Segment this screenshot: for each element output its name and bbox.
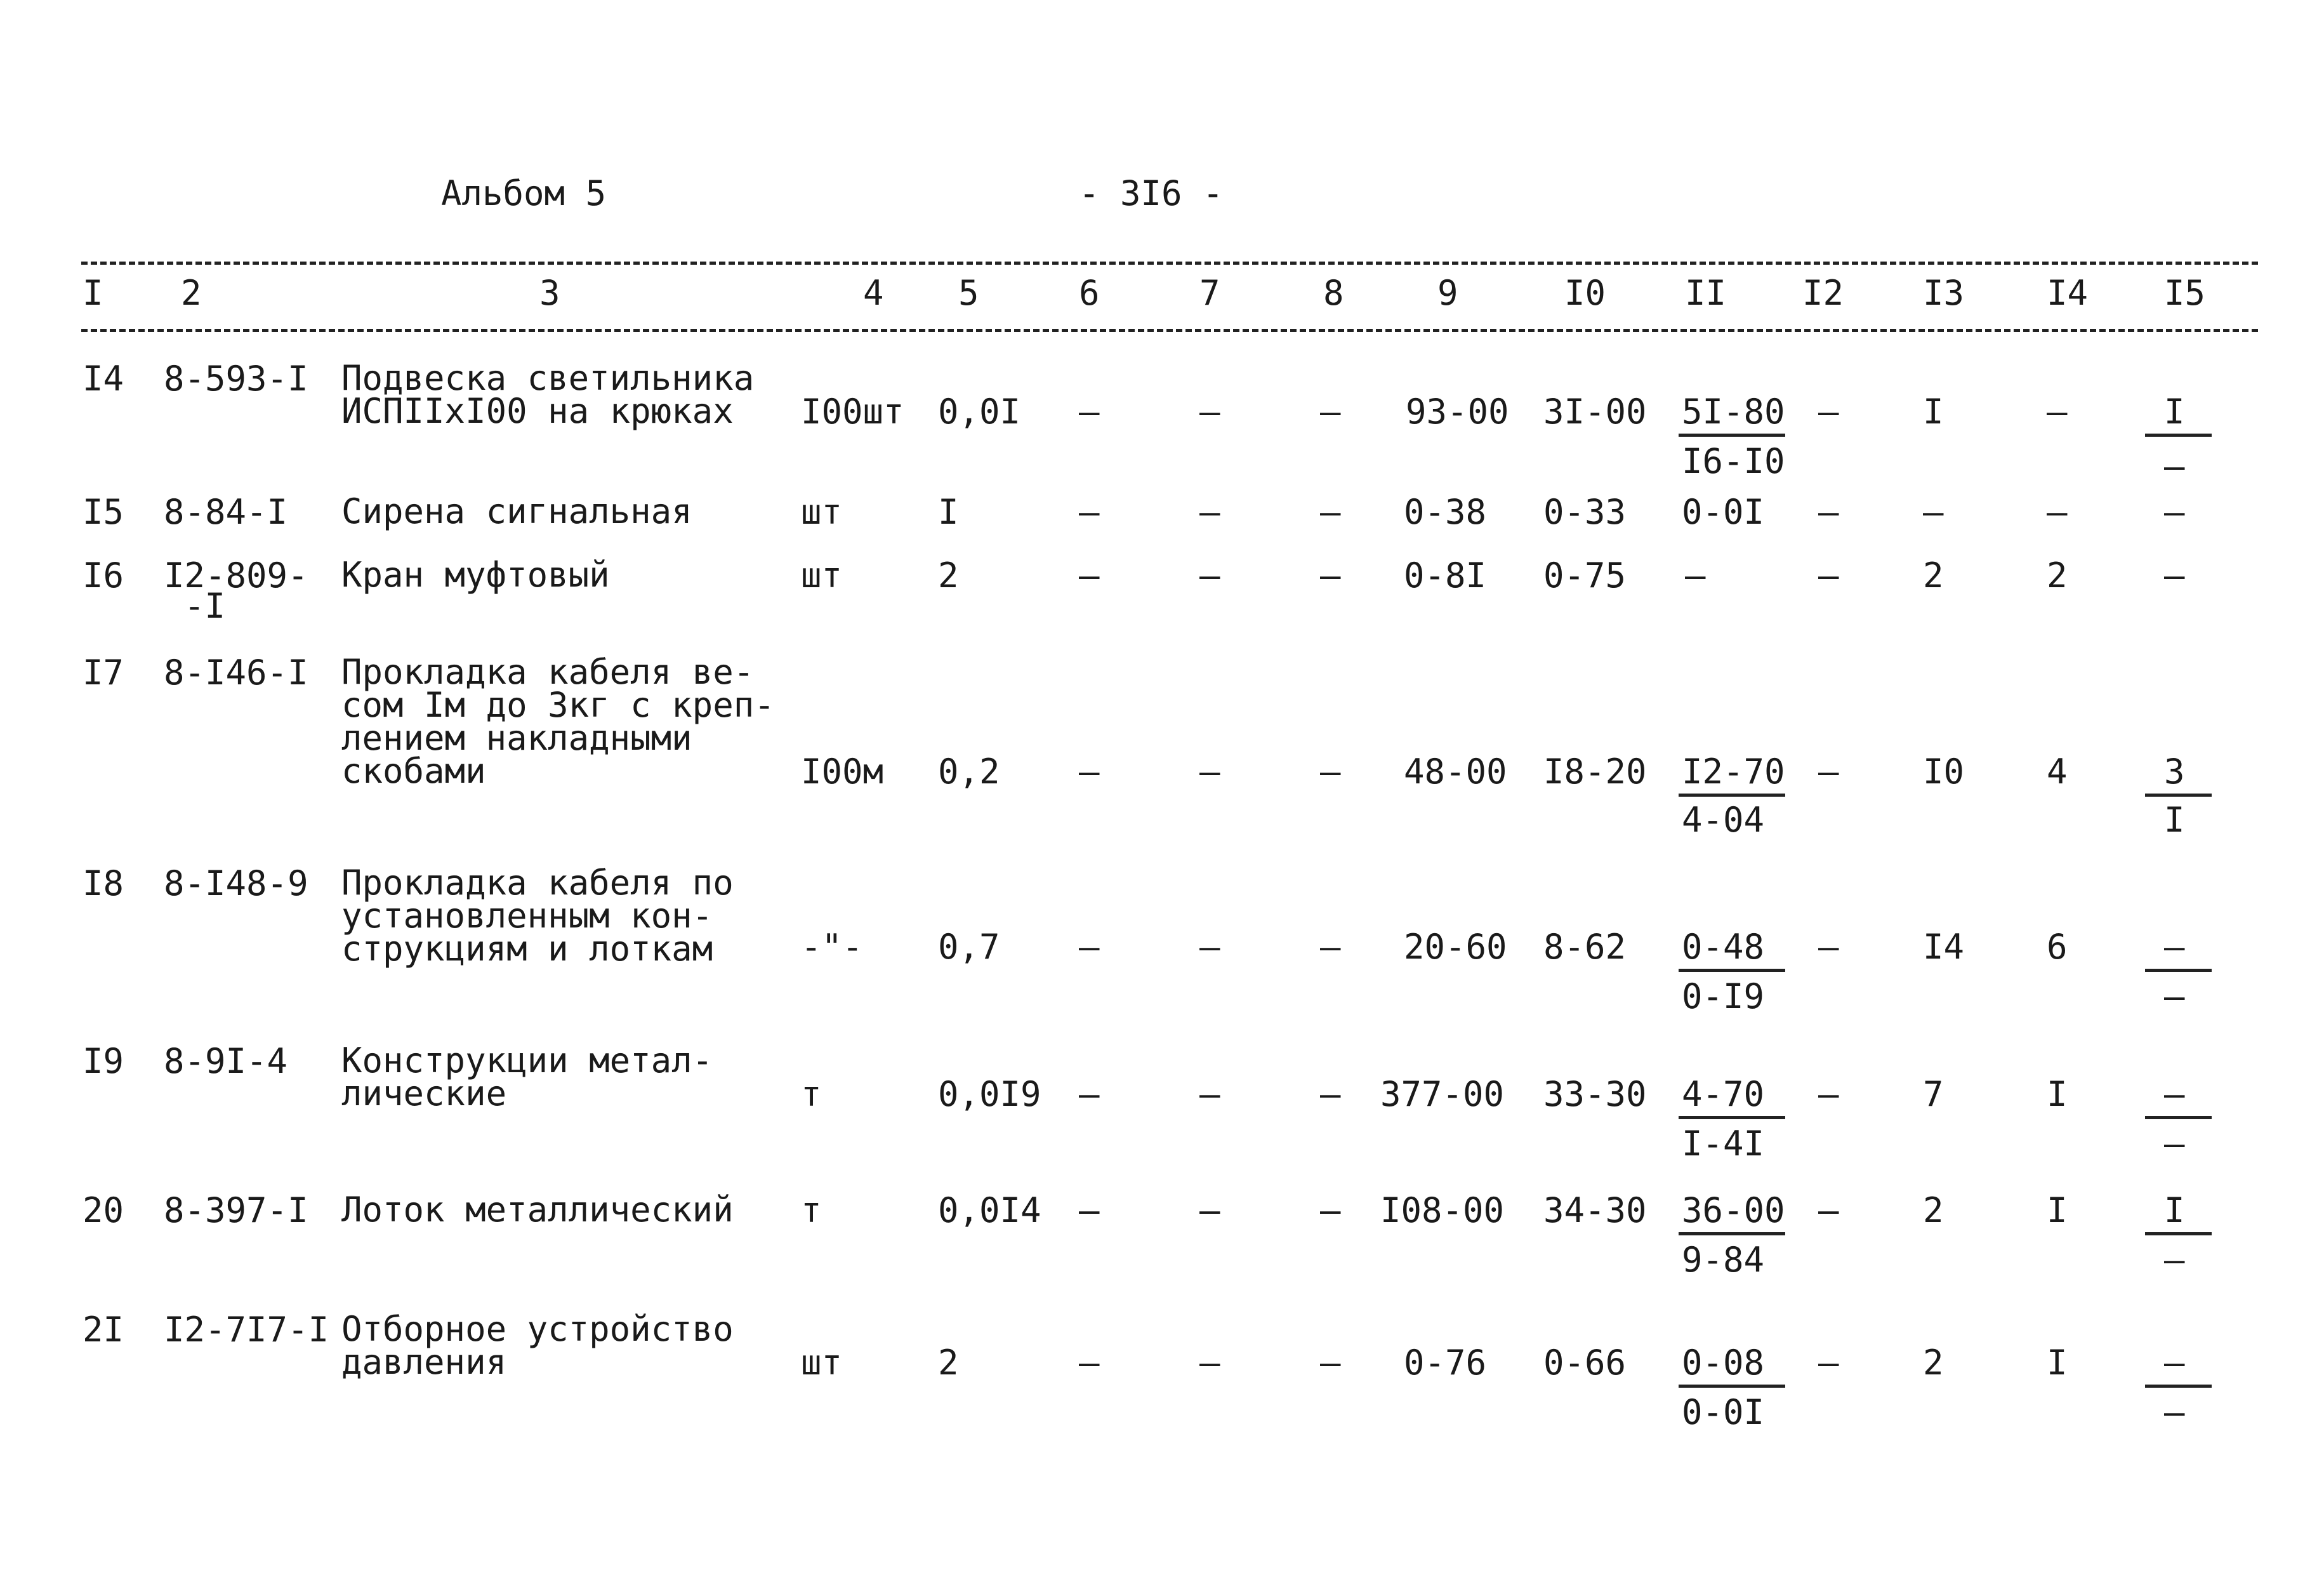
row-col15-bottom: –: [2164, 976, 2185, 1016]
fraction-line: [2145, 1385, 2212, 1388]
row-col7: –: [1199, 1343, 1220, 1383]
row-code: 8-I48-9: [164, 863, 308, 903]
row-col12: –: [1818, 1190, 1839, 1230]
row-quantity: 0,0I: [938, 392, 1021, 432]
row-code-continuation: -I: [184, 586, 226, 626]
row-col15-top: –: [2164, 927, 2185, 967]
row-col8: –: [1320, 392, 1341, 432]
row-col9: 0-76: [1404, 1343, 1487, 1383]
row-col10: 33-30: [1543, 1074, 1647, 1114]
row-col11-bottom: 0-0I: [1682, 1392, 1765, 1432]
row-col14: I: [2047, 1190, 2068, 1230]
row-col15-bottom: I: [2164, 800, 2185, 840]
row-col11-top: I2-70: [1682, 752, 1785, 792]
row-number: I6: [83, 555, 124, 595]
row-col6: –: [1079, 927, 1100, 967]
header-bottom-rule: [81, 329, 2258, 332]
row-unit: I00шт: [801, 392, 904, 432]
row-col15-bottom: –: [2164, 446, 2185, 486]
row-col8: –: [1320, 555, 1341, 595]
row-col14: –: [2047, 492, 2068, 532]
row-col9: 377-00: [1380, 1074, 1505, 1114]
row-col13: 2: [1923, 1190, 1944, 1230]
col-header-15: I5: [2164, 273, 2206, 313]
col-header-9: 9: [1437, 273, 1458, 313]
row-quantity: 0,2: [938, 752, 1000, 792]
row-col11-bottom: 9-84: [1682, 1240, 1765, 1280]
row-col15-top: I: [2164, 1190, 2185, 1230]
row-col9: 48-00: [1404, 752, 1507, 792]
row-col14: I: [2047, 1343, 2068, 1383]
row-col8: –: [1320, 752, 1341, 792]
row-col12: –: [1818, 492, 1839, 532]
row-col11-top: 5I-80: [1682, 392, 1785, 432]
row-col8: –: [1320, 1074, 1341, 1114]
row-col10: 0-66: [1543, 1343, 1627, 1383]
row-col8: –: [1320, 927, 1341, 967]
row-col13: I: [1923, 392, 1944, 432]
col-header-2: 2: [181, 273, 202, 313]
col-header-13: I3: [1923, 273, 1965, 313]
fraction-line: [1679, 1116, 1785, 1119]
row-description-line: Прокладка кабеля по: [341, 863, 734, 903]
row-description-line: Сирена сигнальная: [341, 491, 692, 531]
row-col7: –: [1199, 1074, 1220, 1114]
row-col7: –: [1199, 927, 1220, 967]
row-col12: –: [1818, 1343, 1839, 1383]
row-number: I5: [83, 492, 124, 532]
row-unit: шт: [801, 1343, 843, 1383]
fraction-line: [1679, 434, 1785, 437]
row-col13: 2: [1923, 1343, 1944, 1383]
row-col9: 93-00: [1406, 392, 1509, 432]
row-col11-bottom: 0-I9: [1682, 976, 1765, 1016]
col-header-10: I0: [1564, 273, 1606, 313]
row-col13: I0: [1923, 752, 1965, 792]
row-col6: –: [1079, 1190, 1100, 1230]
col-header-1: I: [83, 273, 103, 313]
row-number: I8: [83, 863, 124, 903]
row-col10: 8-62: [1543, 927, 1627, 967]
row-col7: –: [1199, 752, 1220, 792]
col-header-8: 8: [1323, 273, 1344, 313]
row-quantity: 0,0I9: [938, 1074, 1041, 1114]
row-col12: –: [1818, 752, 1839, 792]
col-header-6: 6: [1079, 273, 1100, 313]
row-number: I9: [83, 1041, 124, 1081]
row-code: I2-809-: [164, 555, 308, 595]
row-col14: 2: [2047, 555, 2068, 595]
row-description-line: Лоток металлический: [341, 1190, 734, 1230]
row-col13: –: [1923, 492, 1944, 532]
row-col11-top: –: [1685, 555, 1706, 595]
row-col12: –: [1818, 927, 1839, 967]
row-quantity: 0,7: [938, 927, 1000, 967]
fraction-line: [2145, 1232, 2212, 1235]
row-col15-top: –: [2164, 1343, 2185, 1383]
row-col10: 34-30: [1543, 1190, 1647, 1230]
row-col15-top: 3: [2164, 752, 2185, 792]
row-code: 8-593-I: [164, 359, 308, 399]
row-col15-top: I: [2164, 392, 2185, 432]
row-col6: –: [1079, 492, 1100, 532]
row-col7: –: [1199, 492, 1220, 532]
row-col10: I8-20: [1543, 752, 1647, 792]
col-header-12: I2: [1802, 273, 1844, 313]
row-number: 2I: [83, 1310, 124, 1350]
row-col13: 7: [1923, 1074, 1944, 1114]
row-unit: т: [801, 1074, 822, 1114]
row-col11-bottom: I6-I0: [1682, 441, 1785, 481]
album-label: Альбом 5: [441, 173, 607, 213]
row-col15-bottom: –: [2164, 1240, 2185, 1280]
row-col12: –: [1818, 392, 1839, 432]
row-quantity: I: [938, 492, 959, 532]
fraction-line: [1679, 1385, 1785, 1388]
row-description-line: ИСПIIхI00 на крюках: [341, 391, 734, 431]
row-col11-bottom: I-4I: [1682, 1124, 1765, 1164]
row-col11-top: 36-00: [1682, 1190, 1785, 1230]
row-col6: –: [1079, 1343, 1100, 1383]
row-col14: I: [2047, 1074, 2068, 1114]
row-description-line: давления: [341, 1342, 507, 1382]
row-col6: –: [1079, 392, 1100, 432]
row-description-line: струкциям и лоткам: [341, 929, 713, 969]
page-number: - 3I6 -: [1079, 173, 1224, 213]
row-col10: 0-33: [1543, 492, 1627, 532]
row-number: I7: [83, 653, 124, 693]
fraction-line: [1679, 969, 1785, 972]
fraction-line: [2145, 434, 2212, 437]
row-col11-top: 0-0I: [1682, 492, 1765, 532]
row-col15-top: –: [2164, 555, 2185, 595]
row-quantity: 0,0I4: [938, 1190, 1041, 1230]
row-description-line: Подвеска светильника: [341, 358, 755, 398]
row-number: 20: [83, 1190, 124, 1230]
header-top-rule: [81, 262, 2258, 265]
row-col10: 3I-00: [1543, 392, 1647, 432]
row-description-line: сом Iм до 3кг с креп-: [341, 685, 775, 725]
row-col14: –: [2047, 392, 2068, 432]
row-description-line: лением накладными: [341, 718, 692, 758]
row-code: I2-7I7-I: [164, 1310, 329, 1350]
row-col7: –: [1199, 1190, 1220, 1230]
row-col11-top: 0-08: [1682, 1343, 1765, 1383]
row-unit: -"-: [801, 927, 863, 967]
fraction-line: [2145, 969, 2212, 972]
row-col6: –: [1079, 752, 1100, 792]
row-col6: –: [1079, 555, 1100, 595]
row-col15-bottom: –: [2164, 1124, 2185, 1164]
row-col12: –: [1818, 1074, 1839, 1114]
row-unit: т: [801, 1190, 822, 1230]
col-header-14: I4: [2047, 273, 2089, 313]
row-unit: шт: [801, 492, 843, 532]
fraction-line: [2145, 794, 2212, 797]
row-col6: –: [1079, 1074, 1100, 1114]
row-col15-top: –: [2164, 1074, 2185, 1114]
row-col9: 0-38: [1404, 492, 1487, 532]
row-col7: –: [1199, 392, 1220, 432]
row-col8: –: [1320, 492, 1341, 532]
col-header-7: 7: [1199, 273, 1220, 313]
row-quantity: 2: [938, 555, 959, 595]
col-header-5: 5: [958, 273, 979, 313]
row-col8: –: [1320, 1190, 1341, 1230]
row-code: 8-I46-I: [164, 653, 308, 693]
row-number: I4: [83, 359, 124, 399]
row-col9: 20-60: [1404, 927, 1507, 967]
row-col9: 0-8I: [1404, 555, 1487, 595]
row-col13: 2: [1923, 555, 1944, 595]
row-col8: –: [1320, 1343, 1341, 1383]
col-header-4: 4: [863, 273, 884, 313]
row-col11-top: 4-70: [1682, 1074, 1765, 1114]
col-header-11: II: [1685, 273, 1727, 313]
row-col12: –: [1818, 555, 1839, 595]
row-col9: I08-00: [1380, 1190, 1505, 1230]
fraction-line: [1679, 1232, 1785, 1235]
row-description-line: лические: [341, 1073, 507, 1113]
row-description-line: Отборное устройство: [341, 1309, 734, 1349]
fraction-line: [1679, 794, 1785, 797]
row-description-line: скобами: [341, 751, 486, 791]
row-col11-top: 0-48: [1682, 927, 1765, 967]
row-col14: 4: [2047, 752, 2068, 792]
row-col13: I4: [1923, 927, 1965, 967]
row-code: 8-397-I: [164, 1190, 308, 1230]
row-col11-bottom: 4-04: [1682, 800, 1765, 840]
row-description-line: Конструкции метал-: [341, 1040, 713, 1080]
row-quantity: 2: [938, 1343, 959, 1383]
row-code: 8-84-I: [164, 492, 288, 532]
row-unit: шт: [801, 555, 843, 595]
fraction-line: [2145, 1116, 2212, 1119]
col-header-3: 3: [539, 273, 560, 313]
row-description-line: Прокладка кабеля ве-: [341, 652, 755, 692]
row-col14: 6: [2047, 927, 2068, 967]
row-description-line: Кран муфтовый: [341, 555, 610, 595]
row-col10: 0-75: [1543, 555, 1627, 595]
row-unit: I00м: [801, 752, 884, 792]
row-description-line: установленным кон-: [341, 896, 713, 936]
row-col7: –: [1199, 555, 1220, 595]
row-col15-bottom: –: [2164, 1392, 2185, 1432]
row-col15-top: –: [2164, 492, 2185, 532]
row-code: 8-9I-4: [164, 1041, 288, 1081]
